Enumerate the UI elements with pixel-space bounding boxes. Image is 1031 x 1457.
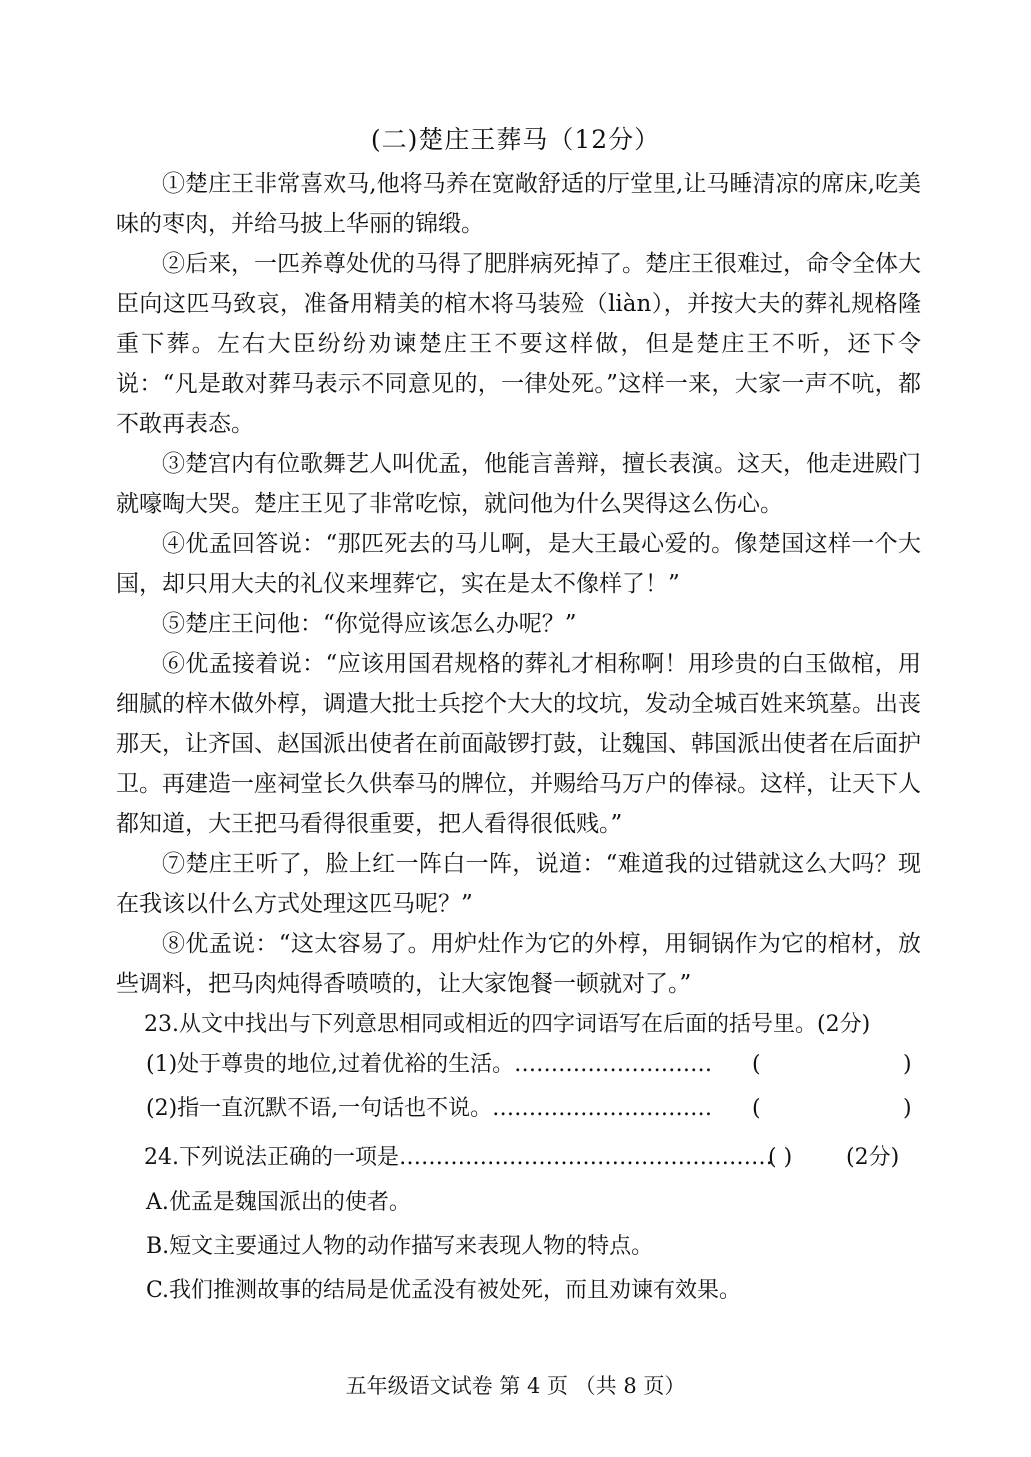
q24-stem-text: 24.下列说法正确的一项是 xyxy=(144,1145,399,1170)
page-footer: 五年级语文试卷 第 4 页 （共 8 页） xyxy=(345,1374,686,1398)
question-24-stem xyxy=(144,1143,773,1173)
paragraph-6: ⑥优孟接着说：“应该用国君规格的葬礼才相称啊！用珍贵的白玉做棺，用细腻的梓木做外椁，调遣大批士兵挖个大大的坟坑，发动全城百姓来筑墓。出丧那天，让齐国、赵国派出使者在前面敲锣打鼓，让魏国、韩国派出使者在后面护卫。再建造一座祠堂长久供奉马的牌位，并赐给马万户的俸禄。这样，让天下人都知道，大王把马看得很重要，把人看得很低贱。” xyxy=(116,651,921,837)
paragraph-2: ②后来，一匹养尊处优的马得了肥胖病死掉了。楚庄王很难过，命令全体大臣向这匹马致哀，准备用精美的棺木将马装殓（liàn），并按大夫的葬礼规格隆重下葬。左右大臣纷纷劝谏楚庄王不要这样做，但是楚庄王不听，还下令说：“凡是敢对葬马表示不同意见的，一律处死。”这样一来，大家一声不吭，都不敢再表态。 xyxy=(116,251,921,437)
q24-dots: …………………………………………… xyxy=(399,1145,773,1170)
answer-1-open-bracket: ( xyxy=(752,1052,761,1077)
answer-2-close-bracket: ) xyxy=(903,1096,912,1121)
option-a: A.优孟是魏国派出的使者。 xyxy=(146,1190,411,1215)
q24-score: (2分) xyxy=(846,1145,900,1170)
answer-2-open-bracket: ( xyxy=(752,1096,761,1121)
answer-2-blank[interactable] xyxy=(770,1094,900,1124)
paragraph-4: ④优孟回答说：“那匹死去的马儿啊，是大王最心爱的。像楚国这样一个大国，却只用大夫的礼仪来埋葬它，实在是太不像样了！” xyxy=(116,531,921,597)
question-23-stem: 23.从文中找出与下列意思相同或相近的四字词语写在后面的括号里。(2分) xyxy=(144,1012,871,1037)
question-23-item-1 xyxy=(146,1050,712,1080)
answer-1-close-bracket: ) xyxy=(903,1052,912,1077)
item-2-text: (2)指一直沉默不语,一句话也不说。 xyxy=(146,1096,493,1121)
question-23-item-2 xyxy=(146,1094,712,1124)
paragraph-8: ⑧优孟说：“这太容易了。用炉灶作为它的外椁，用铜锅作为它的棺材，放些调料，把马肉炖得香喷喷的，让大家饱餐一顿就对了。” xyxy=(116,931,921,997)
option-c: C.我们推测故事的结局是优孟没有被处死，而且劝谏有效果。 xyxy=(146,1278,742,1303)
item-1-text: (1)处于尊贵的地位,过着优裕的生活。 xyxy=(146,1052,515,1077)
paragraph-3: ③楚宫内有位歌舞艺人叫优孟，他能言善辩，擅长表演。这天，他走进殿门就嚎啕大哭。楚庄王见了非常吃惊，就问他为什么哭得这么伤心。 xyxy=(116,451,921,517)
option-b: B.短文主要通过人物的动作描写来表现人物的特点。 xyxy=(146,1234,654,1259)
paragraph-1: ①楚庄王非常喜欢马,他将马养在宽敞舒适的厅堂里,让马睡清凉的席床,吃美味的枣肉，并给马披上华丽的锦缎。 xyxy=(116,171,921,237)
paragraph-5: ⑤楚庄王问他：“你觉得应该怎么办呢？” xyxy=(162,611,577,637)
section-title: (二)楚庄王葬马（12分） xyxy=(370,125,661,154)
paragraph-7: ⑦楚庄王听了，脸上红一阵白一阵，说道：“难道我的过错就这么大吗？现在我该以什么方式处理这匹马呢？” xyxy=(116,851,921,917)
q24-answer-bracket[interactable]: ( ) xyxy=(768,1145,793,1170)
answer-1-blank[interactable] xyxy=(770,1050,900,1080)
item-1-dots: ……………………… xyxy=(514,1052,713,1077)
item-2-dots: ………………………… xyxy=(492,1096,713,1121)
